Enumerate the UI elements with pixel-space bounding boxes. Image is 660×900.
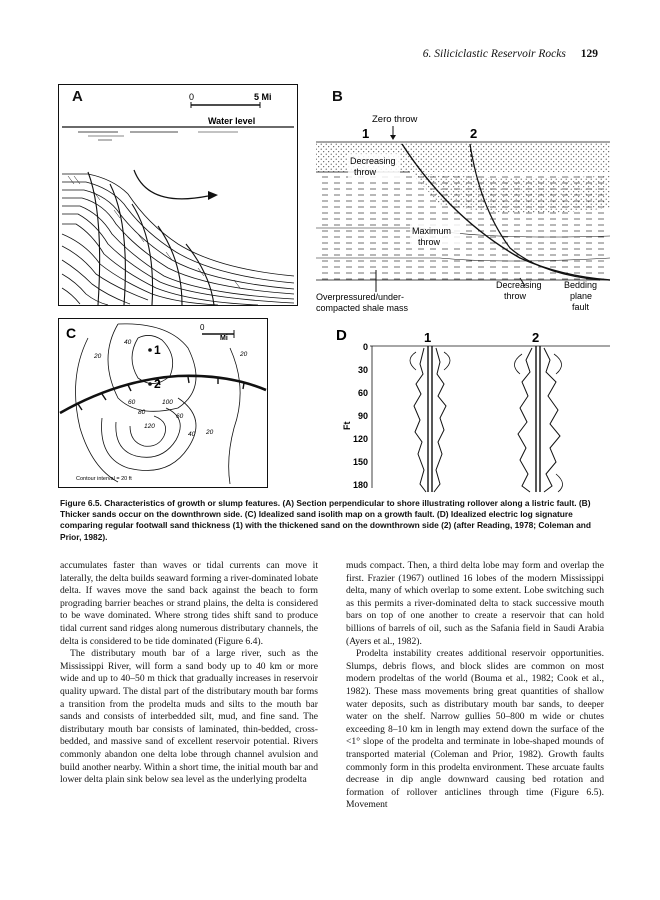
figure-caption-body: (A) Section perpendicular to shore illustrating rollover along a listric fault. (B) Thicker sands occur on the downthrown side. (C) Idealized sand isolith map on a growth fault. (D) Idealized electric log signature comparing regular footwall sand thickness (1) with the thickened sand on the downthrown side (2) (after Reading, 1978; Coleman and Prior, 1982). xyxy=(60,498,591,542)
panel-c-figure xyxy=(58,318,268,488)
panel-c-contour-label: 40 xyxy=(188,431,196,438)
panel-d-label: D xyxy=(336,327,347,344)
panel-b-decreasing-throw-2: throw xyxy=(354,167,377,177)
panel-d-log1-label: 1 xyxy=(424,330,432,345)
paragraph: Prodelta instability creates additional reservoir opportunities. Slumps, debris flows, and block slides are common on most modern prodeltas of the world (Bouma et al., 1982; Cook et al., 1982). These mass movements bring great quantities of shallow water deposits, such as distributary mouth bar sands, to deeper water on the shelf. Narrow gullies 50–800 m wide or chutes exceeding 8–10 km in length may extend down the surface of the <1° slope of the prodelta and terminate in lobe-shaped mounds of transported material (Coleman and Prior, 1982). Growth faults commonly form in this prodelta environment. These arcuate faults decrease in dip angle downward causing bed rotation and formation of rollover anticlines through time (Figure 6.5). Movement xyxy=(346,648,604,811)
panel-c-contour-label: 20 xyxy=(94,353,102,360)
running-header xyxy=(423,48,598,60)
body-column-left xyxy=(60,560,318,787)
panel-d-depth-ticks xyxy=(353,342,368,490)
panel-c-contour-label: 120 xyxy=(144,423,155,430)
panel-b-bedding-3: fault xyxy=(572,302,590,312)
panel-c-contour-label: 80 xyxy=(138,409,146,416)
panel-b-maximum-throw-2: throw xyxy=(418,237,441,247)
depth-tick: 150 xyxy=(352,457,368,467)
panel-c-contour-label: 100 xyxy=(162,399,173,406)
panel-b-bedding-1: Bedding xyxy=(564,280,598,290)
panel-a-label: A xyxy=(72,88,83,105)
panel-b-bedding-2: plane xyxy=(570,291,593,301)
panel-d-log-2 xyxy=(514,346,562,492)
panel-c-scale-end: Mi xyxy=(220,335,228,342)
depth-tick: 120 xyxy=(352,434,368,444)
panel-c-fault xyxy=(60,376,266,413)
figure-caption xyxy=(60,498,608,543)
panel-c-label: C xyxy=(66,325,77,341)
panel-d-ft-label: Ft xyxy=(342,421,352,430)
paragraph: accumulates faster than waves or tidal currents can move it laterally, the delta builds seaward forming a river-dominated lobate delta. If waves move the sand back against the beach to form prograding barrier beaches or strand plains, the delta is considered to be wave dominated. Where strong tides shift sand to produce tidal current sand ridges along numerous distributary channels, the delta is considered to be tide dominated (Figure 6.4). xyxy=(60,560,318,647)
panel-c-contour-label: 20 xyxy=(240,351,248,358)
page-number: 129 xyxy=(580,48,598,60)
panel-b-label: B xyxy=(332,88,343,105)
panel-a-strata xyxy=(62,174,294,305)
panel-c-contour-label: 60 xyxy=(176,413,184,420)
panel-c-well2: 2 xyxy=(154,377,161,391)
panel-c-scale-start: 0 xyxy=(200,323,205,332)
depth-tick: 90 xyxy=(357,411,368,421)
paragraph: muds compact. Then, a third delta lobe may form and overlap the first. Frazier (1967) outlined 16 lobes of the modern Mississippi delta, many of which overlap to some extent. Lobe switching such as this permits a river-dominated delta to stack successive mouth bars on top of one another to create a reservoir that can hold billions of barrels of oil, such as the Safania field in Saudi Arabia (Ayers et al., 1982). xyxy=(346,560,604,647)
panel-b-figure xyxy=(310,108,610,323)
panel-d-log2-label: 2 xyxy=(532,330,540,345)
panel-b-overpressured-2: compacted shale mass xyxy=(316,303,409,313)
panel-d-log-1 xyxy=(410,346,450,492)
panel-c-contour-interval: Contour interval = 20 ft xyxy=(76,476,132,482)
body-column-right xyxy=(346,560,604,812)
depth-tick: 180 xyxy=(352,480,368,490)
depth-tick: 0 xyxy=(362,342,368,352)
depth-tick: 60 xyxy=(357,388,368,398)
panel-c-well1: 1 xyxy=(154,343,161,357)
panel-b-fault2-label: 2 xyxy=(470,126,478,141)
panel-c-contour-label: 60 xyxy=(128,399,136,406)
figure-caption-lead: Figure 6.5. Characteristics of growth or slump features. xyxy=(60,498,281,508)
paragraph: The distributary mouth bar of a large river, such as the Mississippi River, will form a sand body up to 40 km or more wide and up to 40–50 m thick that gradually increases in reservoir quality upward. The distal part of the distributary mouth bar forms a transition from the prodelta muds and silts to the mouth bar sands and consists of interbedded silt, mud, and fine sand. The distributary mouth bar consists of laminated, thin-bedded, cross-bedded, and massive sand of excellent reservoir potential. Rivers commonly abandon one delta lobe through channel avulsion and build another nearby. Within a short time, the initial mouth bar and lower delta plain sink below sea level as the underlying prodelta xyxy=(60,648,318,786)
panel-a-water-level: Water level xyxy=(208,116,256,126)
panel-b-zero-throw: Zero throw xyxy=(372,114,418,125)
panel-d-figure xyxy=(330,324,610,494)
panel-a-arrow xyxy=(134,170,208,199)
panel-a-scale-start: 0 xyxy=(189,92,195,102)
panel-a-figure xyxy=(58,84,298,306)
panel-b-decreasing-throw-b-1: Decreasing xyxy=(496,280,542,290)
panel-c-contour-label: 20 xyxy=(206,429,214,436)
panel-b-decreasing-throw-b-2: throw xyxy=(504,291,527,301)
panel-c-contour-label: 40 xyxy=(124,339,132,346)
panel-b-overpressured-1: Overpressured/under- xyxy=(316,292,405,302)
panel-b-fault1-label: 1 xyxy=(362,126,370,141)
running-title: 6. Siliciclastic Reservoir Rocks xyxy=(422,48,566,60)
panel-b-maximum-throw-1: Maximum xyxy=(412,226,452,236)
depth-tick: 30 xyxy=(357,365,368,375)
panel-a-scale-end: 5 Mi xyxy=(254,92,272,102)
panel-b-decreasing-throw-1: Decreasing xyxy=(350,156,396,166)
